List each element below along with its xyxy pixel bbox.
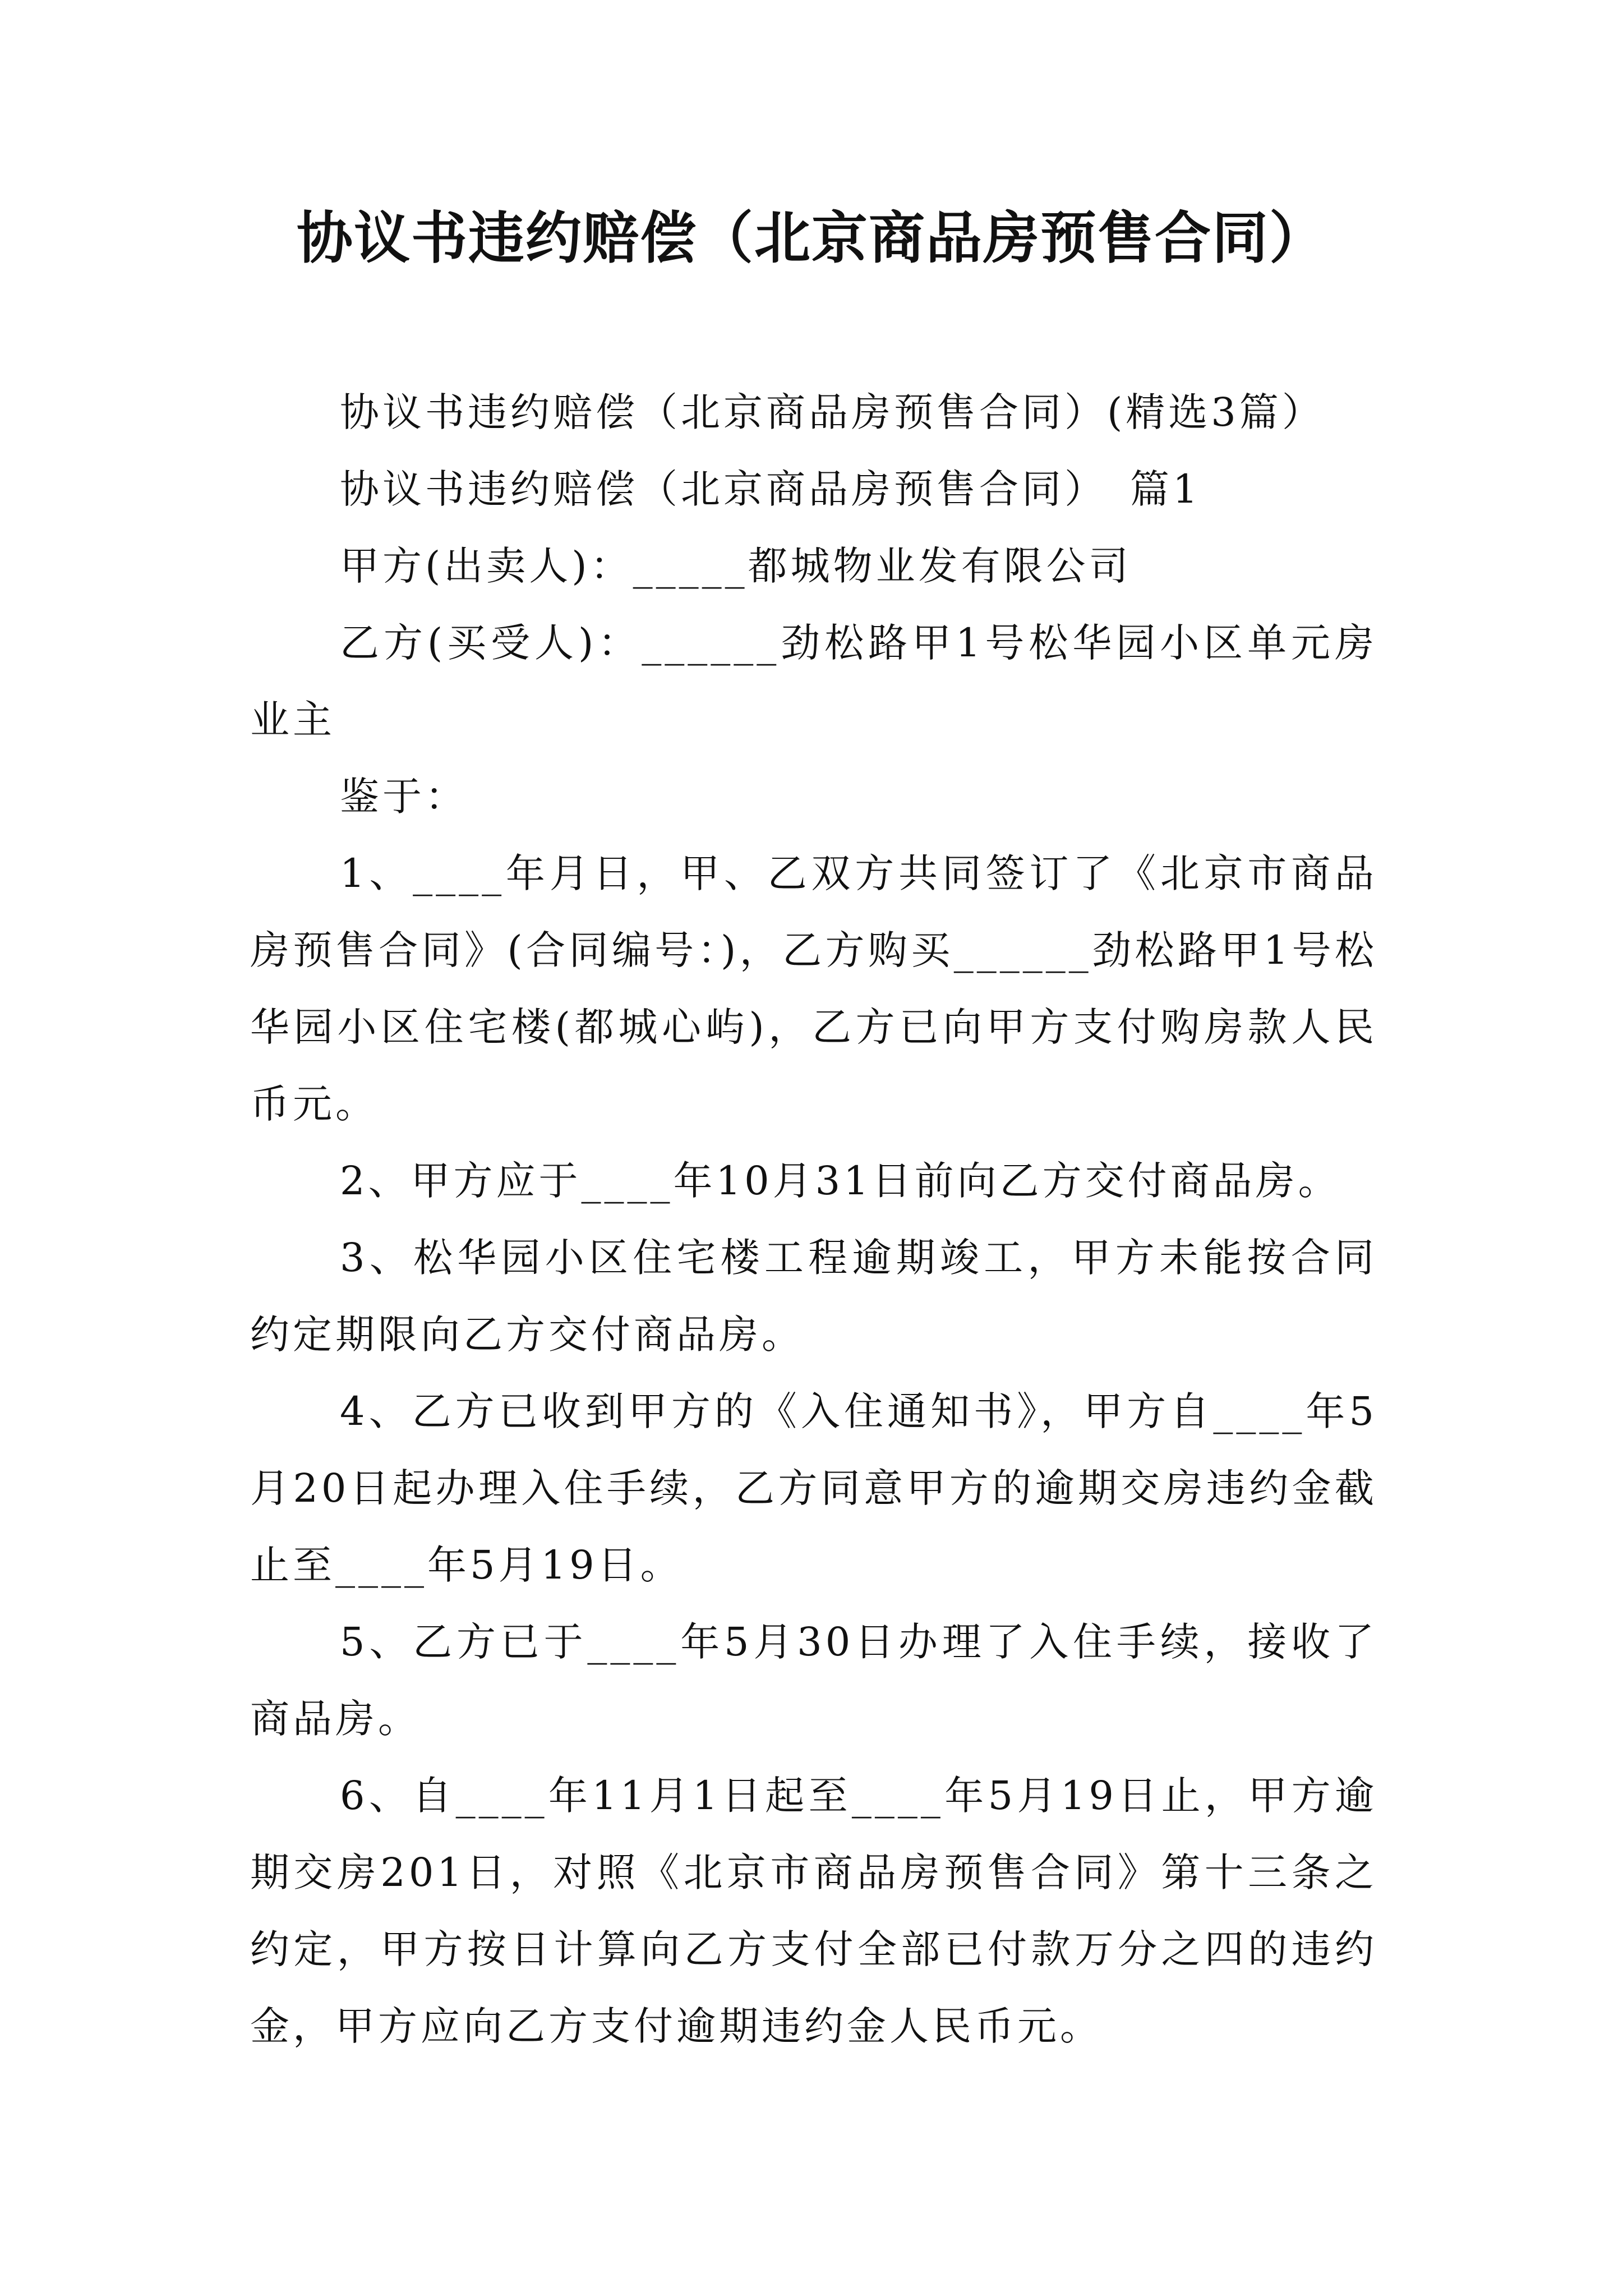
paragraph-party-a: 甲方(出卖人)：_____都城物业发有限公司 xyxy=(340,543,1132,589)
paragraph-party-b: 乙方(买受人)：______劲松路甲1号松华园小区单元房业主 xyxy=(250,620,1377,743)
document-body xyxy=(250,374,1377,2065)
paragraph-clause-5: 5、乙方已于____年5月30日办理了入住手续，接收了商品房。 xyxy=(250,1619,1377,1742)
paragraph-selection-heading: 协议书违约赔偿（北京商品房预售合同）(精选3篇） xyxy=(340,389,1325,435)
paragraph-clause-2: 2、甲方应于____年10月31日前向乙方交付商品房。 xyxy=(340,1158,1341,1204)
paragraph-clause-4: 4、乙方已收到甲方的《入住通知书》，甲方自____年5月20日起办理入住手续，乙方同意甲方的逾期交房违约金截止至____年5月19日。 xyxy=(250,1388,1377,1588)
paragraph-clause-6: 6、自____年11月1日起至____年5月19日止，甲方逾期交房201日，对照《北京市商品房预售合同》第十三条之约定，甲方按日计算向乙方支付全部已付款万分之四的违约金，甲方应向乙方支付逾期违约金人民币元。 xyxy=(250,1773,1377,2049)
paragraph-clause-1: 1、____年月日，甲、乙双方共同签订了《北京市商品房预售合同》(合同编号：)，乙方购买______劲松路甲1号松华园小区住宅楼(都城心屿)，乙方已向甲方支付购房款人民币元。 xyxy=(250,850,1377,1127)
paragraph-article-heading: 协议书违约赔偿（北京商品房预售合同） 篇1 xyxy=(340,466,1201,512)
paragraph-clause-3: 3、松华园小区住宅楼工程逾期竣工，甲方未能按合同约定期限向乙方交付商品房。 xyxy=(250,1235,1377,1358)
document-title: 协议书违约赔偿（北京商品房预售合同） xyxy=(297,205,1326,271)
paragraph-whereas: 鉴于： xyxy=(340,774,468,820)
